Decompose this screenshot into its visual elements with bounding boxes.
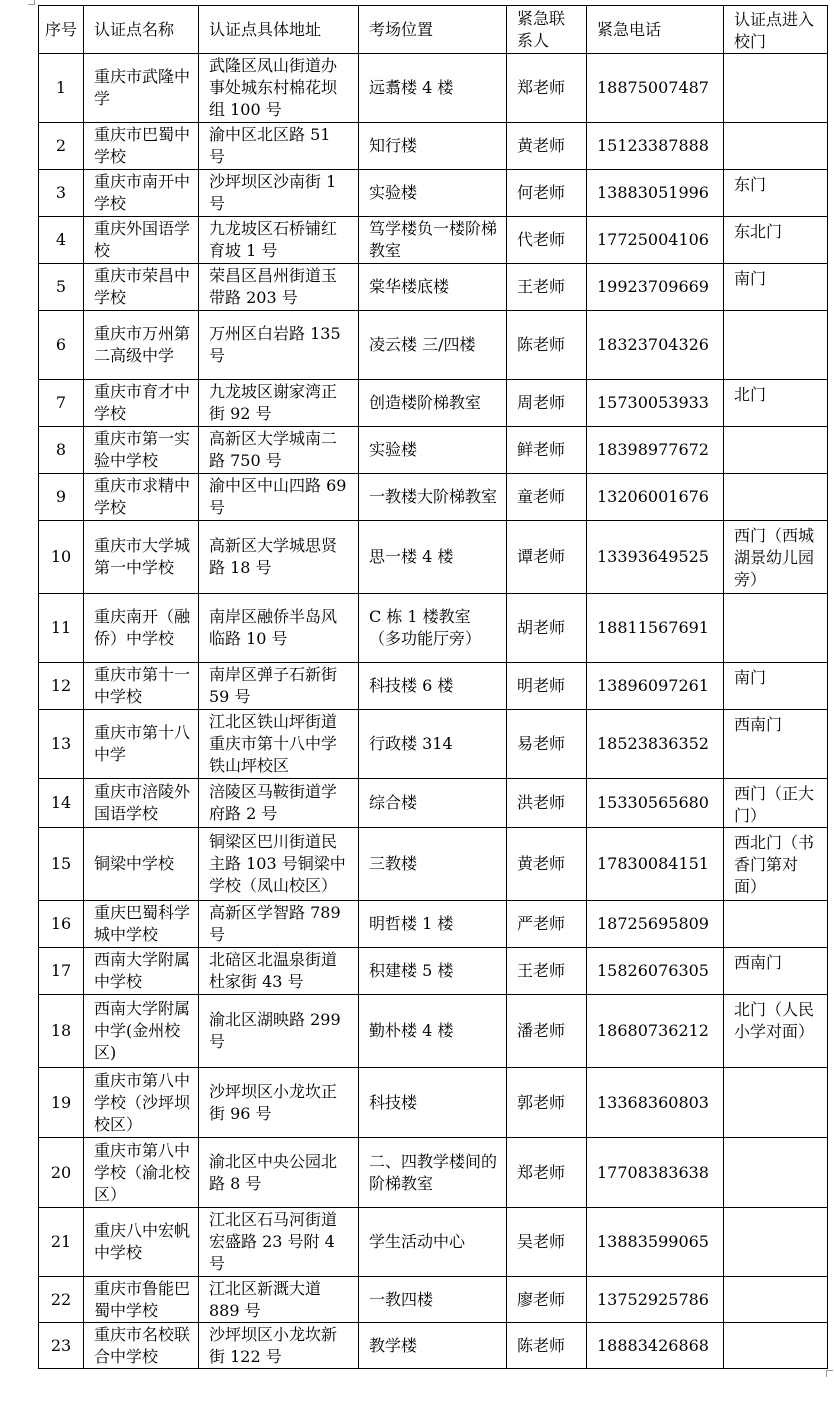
page-corner-mark: [28, 0, 35, 5]
cell-address: 渝中区中山四路 69 号: [199, 474, 359, 521]
header-address: 认证点具体地址: [199, 6, 359, 54]
cell-name: 西南大学附属中学校: [84, 948, 199, 995]
cell-contact: 严老师: [507, 901, 587, 948]
cell-phone: 18398977672: [587, 427, 724, 474]
cell-name: 铜梁中学校: [84, 828, 199, 901]
cell-contact: 黄老师: [507, 828, 587, 901]
table-row: [39, 995, 828, 1068]
cell-no: 9: [39, 474, 84, 521]
cell-contact: 王老师: [507, 264, 587, 311]
cell-name: 重庆市巴蜀中学校: [84, 123, 199, 170]
cell-address: 渝中区北区路 51 号: [199, 123, 359, 170]
cell-room: 勤朴楼 4 楼: [359, 995, 507, 1068]
cell-name: 重庆市荣昌中学校: [84, 264, 199, 311]
cell-address: 南岸区融侨半岛风临路 10 号: [199, 594, 359, 663]
cell-room: 棠华楼底楼: [359, 264, 507, 311]
cell-name: 重庆市求精中学校: [84, 474, 199, 521]
cell-address: 北碚区北温泉街道杜家街 43 号: [199, 948, 359, 995]
table-row: [39, 1323, 828, 1369]
cell-gate: 西门（西城湖景幼儿园旁）: [724, 521, 828, 594]
cell-phone: 18883426868: [587, 1323, 724, 1369]
cell-phone: 17725004106: [587, 217, 724, 264]
cell-no: 23: [39, 1323, 84, 1369]
cell-no: 3: [39, 170, 84, 217]
cell-gate: [724, 901, 828, 948]
cell-room: 科技楼 6 楼: [359, 663, 507, 710]
cell-contact: 潘老师: [507, 995, 587, 1068]
cell-name: 重庆巴蜀科学城中学校: [84, 901, 199, 948]
cell-name: 西南大学附属中学(金州校区): [84, 995, 199, 1068]
cell-name: 重庆市名校联合中学校: [84, 1323, 199, 1369]
cell-no: 22: [39, 1277, 84, 1323]
header-room: 考场位置: [359, 6, 507, 54]
cell-room: 思一楼 4 楼: [359, 521, 507, 594]
cell-address: 涪陵区马鞍街道学府路 2 号: [199, 779, 359, 828]
cell-room: 科技楼: [359, 1068, 507, 1138]
cell-address: 江北区石马河街道宏盛路 23 号附 4 号: [199, 1208, 359, 1277]
table-row: [39, 474, 828, 521]
cell-contact: 何老师: [507, 170, 587, 217]
table-row: [39, 1208, 828, 1277]
cell-no: 5: [39, 264, 84, 311]
cell-contact: 易老师: [507, 710, 587, 779]
cell-address: 沙坪坝区小龙坎正街 96 号: [199, 1068, 359, 1138]
cell-no: 11: [39, 594, 84, 663]
cell-contact: 鲜老师: [507, 427, 587, 474]
cell-no: 14: [39, 779, 84, 828]
cell-room: C 栋 1 楼教室（多功能厅旁）: [359, 594, 507, 663]
table-row: [39, 521, 828, 594]
cell-phone: 15123387888: [587, 123, 724, 170]
cell-phone: 17830084151: [587, 828, 724, 901]
cell-room: 远翥楼 4 楼: [359, 54, 507, 123]
cell-contact: 童老师: [507, 474, 587, 521]
cell-gate: 西南门: [724, 948, 828, 995]
cell-name: 重庆市第一实验中学校: [84, 427, 199, 474]
cell-phone: 13368360803: [587, 1068, 724, 1138]
page-corner-mark: [826, 1370, 833, 1377]
header-contact: 紧急联系人: [507, 6, 587, 54]
cell-room: 实验楼: [359, 170, 507, 217]
cell-no: 7: [39, 380, 84, 427]
cell-room: 二、四教学楼间的阶梯教室: [359, 1138, 507, 1208]
cell-room: 教学楼: [359, 1323, 507, 1369]
cell-address: 铜梁区巴川街道民主路 103 号铜梁中学校（凤山校区）: [199, 828, 359, 901]
cell-room: 一教楼大阶梯教室: [359, 474, 507, 521]
cell-name: 重庆市第八中学校（沙坪坝校区）: [84, 1068, 199, 1138]
cell-name: 重庆市第八中学校（渝北校区）: [84, 1138, 199, 1208]
cell-room: 实验楼: [359, 427, 507, 474]
cell-no: 10: [39, 521, 84, 594]
cell-no: 16: [39, 901, 84, 948]
cell-name: 重庆市涪陵外国语学校: [84, 779, 199, 828]
cell-name: 重庆南开（融侨）中学校: [84, 594, 199, 663]
table-row: [39, 123, 828, 170]
cell-phone: 18680736212: [587, 995, 724, 1068]
cell-no: 1: [39, 54, 84, 123]
cell-address: 沙坪坝区沙南街 1 号: [199, 170, 359, 217]
cell-no: 4: [39, 217, 84, 264]
cell-no: 2: [39, 123, 84, 170]
cell-room: 学生活动中心: [359, 1208, 507, 1277]
table-row: [39, 170, 828, 217]
cell-address: 高新区大学城思贤路 18 号: [199, 521, 359, 594]
cell-phone: 13752925786: [587, 1277, 724, 1323]
cell-phone: 18323704326: [587, 311, 724, 380]
table-row: [39, 948, 828, 995]
table-row: [39, 217, 828, 264]
cell-contact: 黄老师: [507, 123, 587, 170]
cell-address: 武隆区凤山街道办事处城东村棉花坝组 100 号: [199, 54, 359, 123]
cell-no: 18: [39, 995, 84, 1068]
cell-phone: 13896097261: [587, 663, 724, 710]
cell-phone: 17708383638: [587, 1138, 724, 1208]
cell-gate: [724, 1208, 828, 1277]
cell-gate: 南门: [724, 264, 828, 311]
cell-no: 8: [39, 427, 84, 474]
cell-gate: [724, 123, 828, 170]
cell-no: 6: [39, 311, 84, 380]
cell-name: 重庆外国语学校: [84, 217, 199, 264]
cell-gate: [724, 1138, 828, 1208]
cell-contact: 明老师: [507, 663, 587, 710]
cell-room: 创造楼阶梯教室: [359, 380, 507, 427]
table-row: [39, 663, 828, 710]
certification-sites-table: [38, 5, 828, 1369]
cell-phone: 15330565680: [587, 779, 724, 828]
cell-gate: 北门: [724, 380, 828, 427]
cell-gate: 西门（正大门）: [724, 779, 828, 828]
table-header-row: [39, 6, 828, 54]
cell-no: 21: [39, 1208, 84, 1277]
cell-name: 重庆市武隆中学: [84, 54, 199, 123]
cell-gate: 北门（人民小学对面）: [724, 995, 828, 1068]
cell-contact: 郑老师: [507, 54, 587, 123]
cell-gate: [724, 1323, 828, 1369]
cell-address: 南岸区弹子石新街 59 号: [199, 663, 359, 710]
cell-name: 重庆市鲁能巴蜀中学校: [84, 1277, 199, 1323]
header-gate: 认证点进入校门: [724, 6, 828, 54]
cell-phone: 18875007487: [587, 54, 724, 123]
header-name: 认证点名称: [84, 6, 199, 54]
cell-gate: 南门: [724, 663, 828, 710]
cell-phone: 15730053933: [587, 380, 724, 427]
cell-contact: 洪老师: [507, 779, 587, 828]
cell-contact: 陈老师: [507, 311, 587, 380]
cell-address: 高新区学智路 789 号: [199, 901, 359, 948]
cell-phone: 13206001676: [587, 474, 724, 521]
table-row: [39, 779, 828, 828]
cell-address: 沙坪坝区小龙坎新街 122 号: [199, 1323, 359, 1369]
cell-contact: 吴老师: [507, 1208, 587, 1277]
cell-gate: [724, 1068, 828, 1138]
cell-no: 12: [39, 663, 84, 710]
cell-gate: [724, 594, 828, 663]
cell-phone: 18811567691: [587, 594, 724, 663]
cell-name: 重庆市第十八中学: [84, 710, 199, 779]
cell-address: 渝北区中央公园北路 8 号: [199, 1138, 359, 1208]
cell-address: 万州区白岩路 135 号: [199, 311, 359, 380]
cell-contact: 王老师: [507, 948, 587, 995]
cell-phone: 19923709669: [587, 264, 724, 311]
table-row: [39, 710, 828, 779]
cell-gate: [724, 427, 828, 474]
cell-name: 重庆市南开中学校: [84, 170, 199, 217]
cell-gate: 东北门: [724, 217, 828, 264]
cell-no: 17: [39, 948, 84, 995]
cell-address: 高新区大学城南二路 750 号: [199, 427, 359, 474]
cell-name: 重庆八中宏帆中学校: [84, 1208, 199, 1277]
cell-no: 19: [39, 1068, 84, 1138]
cell-room: 三教楼: [359, 828, 507, 901]
cell-gate: [724, 311, 828, 380]
cell-contact: 胡老师: [507, 594, 587, 663]
cell-no: 15: [39, 828, 84, 901]
cell-no: 20: [39, 1138, 84, 1208]
table-row: [39, 1138, 828, 1208]
cell-contact: 谭老师: [507, 521, 587, 594]
cell-name: 重庆市第十一中学校: [84, 663, 199, 710]
cell-phone: 15826076305: [587, 948, 724, 995]
cell-contact: 代老师: [507, 217, 587, 264]
cell-contact: 廖老师: [507, 1277, 587, 1323]
cell-gate: 西南门: [724, 710, 828, 779]
cell-address: 渝北区湖映路 299 号: [199, 995, 359, 1068]
cell-address: 江北区新溉大道 889 号: [199, 1277, 359, 1323]
cell-phone: 18725695809: [587, 901, 724, 948]
cell-no: 13: [39, 710, 84, 779]
table-row: [39, 828, 828, 901]
cell-contact: 郑老师: [507, 1138, 587, 1208]
cell-address: 九龙坡区石桥铺红育坡 1 号: [199, 217, 359, 264]
table-row: [39, 427, 828, 474]
cell-room: 知行楼: [359, 123, 507, 170]
cell-phone: 13883051996: [587, 170, 724, 217]
table-row: [39, 264, 828, 311]
cell-contact: 陈老师: [507, 1323, 587, 1369]
cell-gate: [724, 54, 828, 123]
cell-room: 笃学楼负一楼阶梯教室: [359, 217, 507, 264]
table-row: [39, 1068, 828, 1138]
cell-room: 明哲楼 1 楼: [359, 901, 507, 948]
table-row: [39, 594, 828, 663]
cell-address: 荣昌区昌州街道玉带路 203 号: [199, 264, 359, 311]
cell-room: 一教四楼: [359, 1277, 507, 1323]
header-no: 序号: [39, 6, 84, 54]
table-row: [39, 311, 828, 380]
cell-gate: [724, 1277, 828, 1323]
table-row: [39, 1277, 828, 1323]
cell-room: 积建楼 5 楼: [359, 948, 507, 995]
cell-phone: 18523836352: [587, 710, 724, 779]
cell-address: 九龙坡区谢家湾正街 92 号: [199, 380, 359, 427]
cell-room: 凌云楼 三/四楼: [359, 311, 507, 380]
table-row: [39, 380, 828, 427]
cell-phone: 13883599065: [587, 1208, 724, 1277]
cell-address: 江北区铁山坪街道重庆市第十八中学铁山坪校区: [199, 710, 359, 779]
cell-phone: 13393649525: [587, 521, 724, 594]
cell-room: 综合楼: [359, 779, 507, 828]
cell-name: 重庆市大学城第一中学校: [84, 521, 199, 594]
cell-gate: 西北门（书香门第对面）: [724, 828, 828, 901]
cell-contact: 郭老师: [507, 1068, 587, 1138]
table-row: [39, 901, 828, 948]
cell-name: 重庆市万州第二高级中学: [84, 311, 199, 380]
cell-name: 重庆市育才中学校: [84, 380, 199, 427]
header-phone: 紧急电话: [587, 6, 724, 54]
cell-gate: [724, 474, 828, 521]
cell-contact: 周老师: [507, 380, 587, 427]
cell-gate: 东门: [724, 170, 828, 217]
table-row: [39, 54, 828, 123]
cell-room: 行政楼 314: [359, 710, 507, 779]
